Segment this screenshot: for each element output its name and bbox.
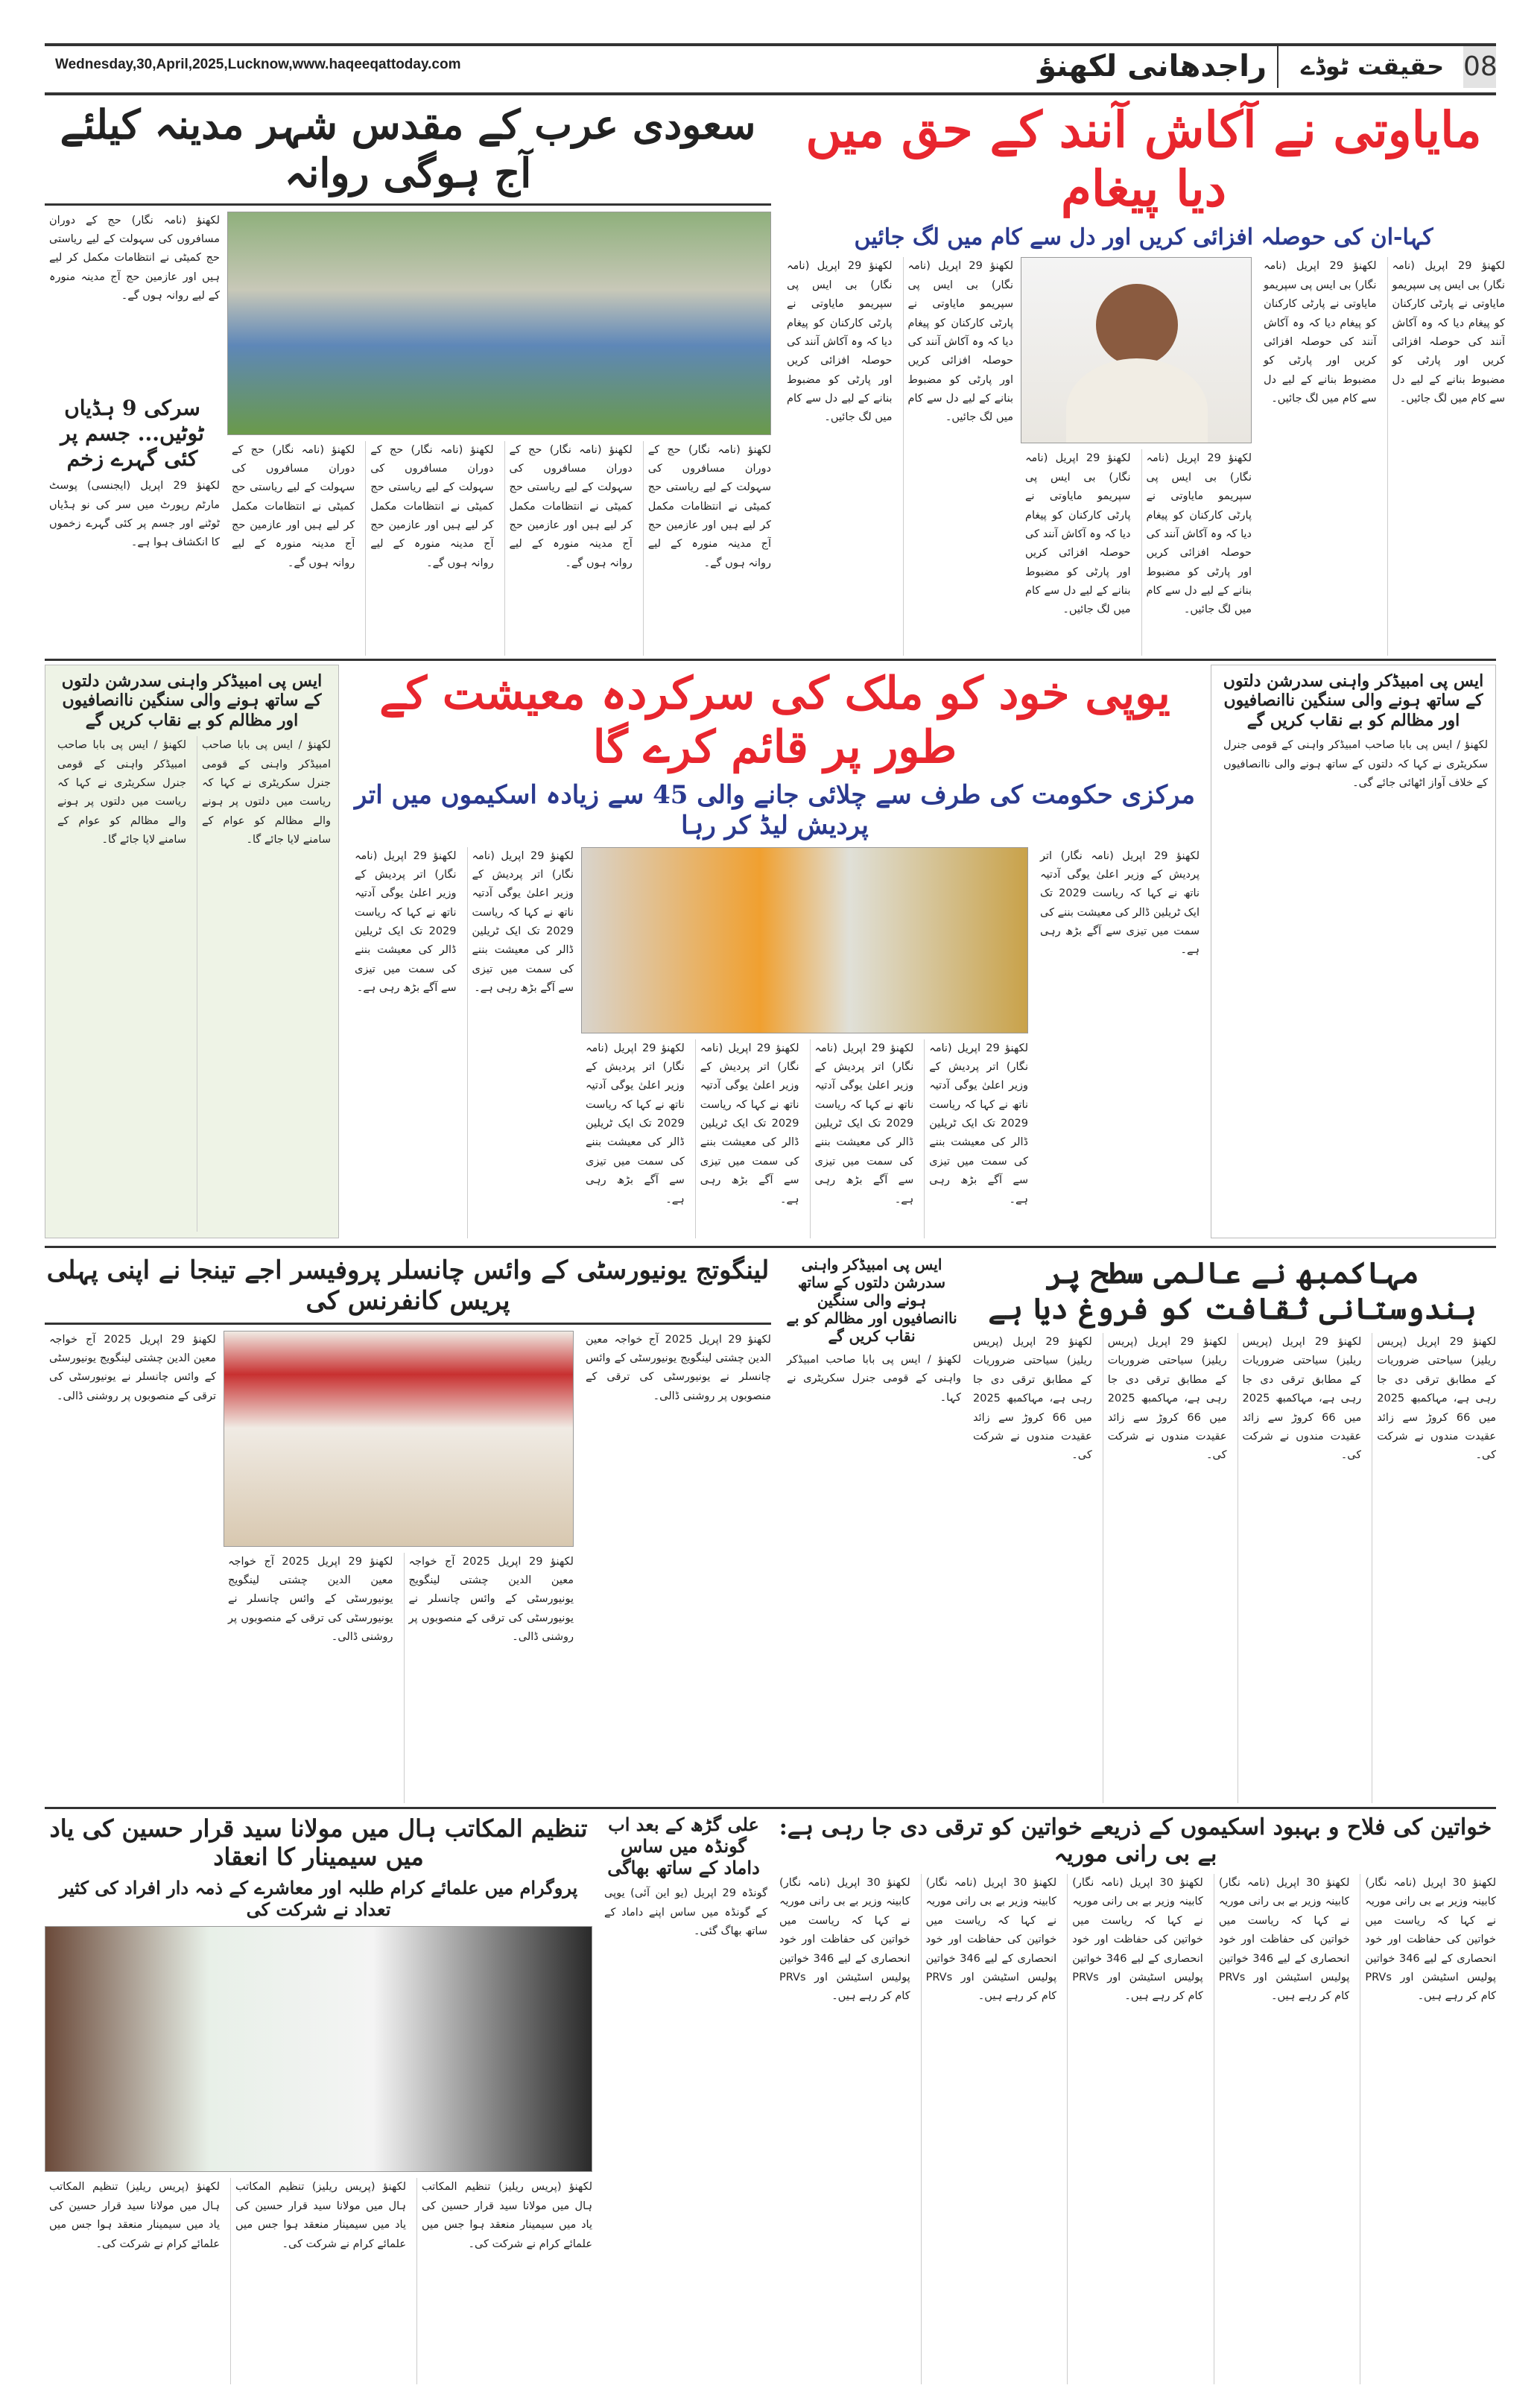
up-economy-body: لکھنؤ 29 اپریل (نامہ نگار) اتر پردیش کے وزیر اعلیٰ یوگی آدتیہ ناتھ نے کہا کہ ریاست 2029 تک ایک ٹریلین ڈالر کی معیشت بننے کی سمت میں تیزی سے آگے بڑھ رہی ہے۔ لکھنؤ 29 اپریل (نامہ نگار) اتر پردیش کے وزیر اعلیٰ یوگی آدتیہ ناتھ نے کہا کہ ریاست 2029 تک ایک ٹریلین ڈالر کی معیشت بننے کی سمت میں تیزی سے آگے بڑھ رہی ہے۔ لکھنؤ 29 اپریل (نامہ نگار) اتر پردیش کے وزیر اعلیٰ یوگی آدتیہ ناتھ نے کہا کہ ریاست 2029 تک ایک ٹریلین ڈالر کی معیشت بننے کی سمت میں تیزی سے آگے بڑھ رہی ہے۔ لکھنؤ 29 اپریل (نامہ نگار) اتر پردیش کے وزیر اعلیٰ یوگی آدتیہ ناتھ نے کہا کہ ریاست 2029 تک ایک ٹریلین ڈالر کی معیشت بننے کی سمت میں تیزی سے آگے بڑھ رہی ہے۔ [581,1039,1028,1238]
divider [45,659,1496,661]
tanzeem-body: لکھنؤ (پریس ریلیز) تنظیم المکاتب ہال میں مولانا سید قرار حسین کی یاد میں سیمینار منعقد ہوا جس میں علمائے کرام نے شرکت کی۔ لکھنؤ (پریس ریلیز) تنظیم المکاتب ہال میں مولانا سید قرار حسین کی یاد میں سیمینار منعقد ہوا جس میں علمائے کرام نے شرکت کی۔ لکھنؤ (پریس ریلیز) تنظیم المکاتب ہال میں مولانا سید قرار حسین کی یاد میں سیمینار منعقد ہوا جس میں علمائے کرام نے شرکت کی۔ [45,2178,592,2384]
sp-middle-article [782,1255,961,1803]
up-economy-body-left: لکھنؤ 29 اپریل (نامہ نگار) اتر پردیش کے وزیر اعلیٰ یوگی آدتیہ ناتھ نے کہا کہ ریاست 2029 تک ایک ٹریلین ڈالر کی معیشت بننے کی سمت میں تیزی سے آگے بڑھ رہی ہے۔ لکھنؤ 29 اپریل (نامہ نگار) اتر پردیش کے وزیر اعلیٰ یوگی آدتیہ ناتھ نے کہا کہ ریاست 2029 تک ایک ٹریلین ڈالر کی معیشت بننے کی سمت میں تیزی سے آگے بڑھ رہی ہے۔ [350,847,574,1238]
mahakumbh-headline: مہاکمبھ نے عالمی سطح پر ہندوستانی ثقافت کو فروغ دیا ہے [988,1255,1477,1326]
women-article [775,1814,1496,2384]
lingotech-body-bottom: لکھنؤ 29 اپریل 2025 آج خواجہ معین الدین چشتی لینگویج یونیورسٹی کے وائس چانسلر نے یونیورسٹی کی ترقی کے منصوبوں پر روشنی ڈالی۔ لکھنؤ 29 اپریل 2025 آج خواجہ معین الدین چشتی لینگویج یونیورسٹی کے وائس چانسلر نے یونیورسٹی کی ترقی کے منصوبوں پر روشنی ڈالی۔ [224,1553,574,1803]
tanzeem-headline: تنظیم المکاتب ہال میں مولانا سید قرار حسین کی یاد میں سیمینار کا انعقاد [49,1814,588,1872]
mayawati-body-left: لکھنؤ 29 اپریل (نامہ نگار) بی ایس پی سپریمو مایاوتی نے پارٹی کارکنان کو پیغام دیا کہ وہ آکاش آنند کی حوصلہ افزائی کریں اور پارٹی کو مضبوط بنانے کے لیے دل سے کام میں لگ جائیں۔ لکھنؤ 29 اپریل (نامہ نگار) بی ایس پی سپریمو مایاوتی نے پارٹی کارکنان کو پیغام دیا کہ وہ آکاش آنند کی حوصلہ افزائی کریں اور پارٹی کو مضبوط بنانے کے لیے دل سے کام میں لگ جائیں۔ [782,257,1013,656]
sp-left-headline: ایس پی امبیڈکر واہنی سدرشن دلتوں کے ساتھ ہونے والی سنگین ناانصافیوں اور مظالم کو بے نقاب کریں گے [61,671,323,730]
divider [1277,46,1278,88]
mayawati-body-right: لکھنؤ 29 اپریل (نامہ نگار) بی ایس پی سپریمو مایاوتی نے پارٹی کارکنان کو پیغام دیا کہ وہ آکاش آنند کی حوصلہ افزائی کریں اور پارٹی کو مضبوط بنانے کے لیے دل سے کام میں لگ جائیں۔ لکھنؤ 29 اپریل (نامہ نگار) بی ایس پی سپریمو مایاوتی نے پارٹی کارکنان کو پیغام دیا کہ وہ آکاش آنند کی حوصلہ افزائی کریں اور پارٹی کو مضبوط بنانے کے لیے دل سے کام میں لگ جائیں۔ [1259,257,1505,656]
saudi-body: لکھنؤ (نامہ نگار) حج کے دوران مسافروں کی سہولت کے لیے ریاستی حج کمیٹی نے انتظامات مکمل کر لیے ہیں اور عازمین حج آج مدینہ منورہ کے لیے روانہ ہوں گے۔ لکھنؤ (نامہ نگار) حج کے دوران مسافروں کی سہولت کے لیے ریاستی حج کمیٹی نے انتظامات مکمل کر لیے ہیں اور عازمین حج آج مدینہ منورہ کے لیے روانہ ہوں گے۔ لکھنؤ (نامہ نگار) حج کے دوران مسافروں کی سہولت کے لیے ریاستی حج کمیٹی نے انتظامات مکمل کر لیے ہیں اور عازمین حج آج مدینہ منورہ کے لیے روانہ ہوں گے۔ لکھنؤ (نامہ نگار) حج کے دوران مسافروں کی سہولت کے لیے ریاستی حج کمیٹی نے انتظامات مکمل کر لیے ہیں اور عازمین حج آج مدینہ منورہ کے لیے روانہ ہوں گے۔ [227,441,771,656]
press-conference-photo [224,1331,574,1547]
page-number: 08 [1463,46,1496,88]
up-economy-article [350,667,1200,1238]
masthead-rule [45,92,1496,95]
up-economy-subhead: مرکزی حکومت کی طرف سے چلائی جانے والی 45 سے زیادہ اسکیموں میں اتر پردیش لیڈ کر رہا [354,780,1196,840]
divider [45,1807,1496,1809]
mayawati-article [782,101,1505,656]
section-title: راجدھانی لکھنؤ [1038,49,1267,83]
sp-middle-headline: ایس پی امبیڈکر واہنی سدرشن دلتوں کے ساتھ ہونے والی سنگین ناانصافیوں اور مظالم کو بے نقاب کریں گے [786,1255,957,1345]
divider [45,203,771,206]
lingotech-body: لکھنؤ 29 اپریل 2025 آج خواجہ معین الدین چشتی لینگویج یونیورسٹی کے وائس چانسلر نے یونیورسٹی کی ترقی کے منصوبوں پر روشنی ڈالی۔ [49,1333,216,1402]
dateline: Wednesday,30,April,2025,Lucknow,www.haqeeqattoday.com [55,57,461,72]
students-photo [227,212,771,435]
divider [45,1246,1496,1248]
mahakumbh-article [969,1255,1496,1803]
event-photo [581,847,1028,1033]
sp-right-headline: ایس پی امبیڈکر واہنی سدرشن دلتوں کے ساتھ ہونے والی سنگین ناانصافیوں اور مظالم کو بے نقاب کریں گے [1223,671,1484,730]
injury-body: لکھنؤ 29 اپریل (ایجنسی) پوسٹ مارٹم رپورٹ میں سر کی نو ہڈیاں ٹوٹنے اور جسم پر کئی گہرے زخموں کا انکشاف ہوا ہے۔ [49,480,220,549]
paper-logo: حقیقت ٹوڈے [1300,52,1445,80]
up-economy-headline: یوپی خود کو ملک کی سرکردہ معیشت کے طور پر قائم کرے گا [379,668,1170,773]
lingotech-body-right: لکھنؤ 29 اپریل 2025 آج خواجہ معین الدین چشتی لینگویج یونیورسٹی کے وائس چانسلر نے یونیورسٹی کی ترقی کے منصوبوں پر روشنی ڈالی۔ [586,1333,771,1402]
tanzeem-subhead: پروگرام میں علمائے کرام طلبہ اور معاشرے کے ذمہ دار افراد کی کثیر تعداد نے شرکت کی [59,1876,578,1920]
injury-headline: سرکی 9 ہڈیاں ٹوٹیں... جسم پر کئی گہرے زخم [60,396,204,471]
mayawati-subhead: کہا-ان کی حوصلہ افزائی کریں اور دل سے کام میں لگ جائیں [854,224,1433,251]
saudi-headline: سعودی عرب کے مقدس شہر مدینہ کیلئے آج ہوگی روانہ [60,101,756,197]
seminar-photo [45,1926,592,2172]
aligarh-article [600,1814,767,2384]
lingotech-article [45,1255,771,1803]
mayawati-headline: مایاوتی نے آکاش آنند کے حق میں دیا پیغام [805,101,1482,218]
mayawati-body-bottom: لکھنؤ 29 اپریل (نامہ نگار) بی ایس پی سپریمو مایاوتی نے پارٹی کارکنان کو پیغام دیا کہ وہ آکاش آنند کی حوصلہ افزائی کریں اور پارٹی کو مضبوط بنانے کے لیے دل سے کام میں لگ جائیں۔ لکھنؤ 29 اپریل (نامہ نگار) بی ایس پی سپریمو مایاوتی نے پارٹی کارکنان کو پیغام دیا کہ وہ آکاش آنند کی حوصلہ افزائی کریں اور پارٹی کو مضبوط بنانے کے لیے دل سے کام میں لگ جائیں۔ [1021,449,1252,656]
saudi-article [45,101,771,656]
mahakumbh-body: لکھنؤ 29 اپریل (پریس ریلیز) سیاحتی ضروریات کے مطابق ترقی دی جا رہی ہے، مہاکمبھ 2025 میں 66 کروڑ سے زائد عقیدت مندوں نے شرکت کی۔ لکھنؤ 29 اپریل (پریس ریلیز) سیاحتی ضروریات کے مطابق ترقی دی جا رہی ہے، مہاکمبھ 2025 میں 66 کروڑ سے زائد عقیدت مندوں نے شرکت کی۔ لکھنؤ 29 اپریل (پریس ریلیز) سیاحتی ضروریات کے مطابق ترقی دی جا رہی ہے، مہاکمبھ 2025 میں 66 کروڑ سے زائد عقیدت مندوں نے شرکت کی۔ لکھنؤ 29 اپریل (پریس ریلیز) سیاحتی ضروریات کے مطابق ترقی دی جا رہی ہے، مہاکمبھ 2025 میں 66 کروڑ سے زائد عقیدت مندوں نے شرکت کی۔ [969,1333,1496,1803]
aligarh-headline: علی گڑھ کے بعد اب گونڈہ میں ساس داماد کے ساتھ بھاگی [607,1814,760,1878]
up-economy-body-right: لکھنؤ 29 اپریل (نامہ نگار) اتر پردیش کے وزیر اعلیٰ یوگی آدتیہ ناتھ نے کہا کہ ریاست 2029 تک ایک ٹریلین ڈالر کی معیشت بننے کی سمت میں تیزی سے آگے بڑھ رہی ہے۔ [1040,849,1200,957]
sp-right-box: ایس پی امبیڈکر واہنی سدرشن دلتوں کے ساتھ ہونے والی سنگین ناانصافیوں اور مظالم کو بے نقاب کریں گے لکھنؤ / ایس پی بابا صاحب امبیڈکر واہنی کے قومی جنرل سکریٹری نے کہا کہ دلتوں کے ساتھ ہونے والی ناانصافیوں کے خلاف آواز اٹھائی جائے گی۔ [1211,665,1496,1238]
lingotech-headline: لینگوتج یونیورسٹی کے وائس چانسلر پروفیسر اجے تینجا نے اپنی پہلی پریس کانفرنس کی [46,1255,770,1316]
sp-middle-body: لکھنؤ / ایس پی بابا صاحب امبیڈکر واہنی کے قومی جنرل سکریٹری نے کہا۔ [787,1354,961,1404]
women-body: لکھنؤ 30 اپریل (نامہ نگار) کابینہ وزیر بے بی رانی موریہ نے کہا کہ ریاست میں خواتین کی حفاظت اور خود انحصاری کے لیے 346 خواتین پولیس اسٹیشن اور PRVs کام کر رہے ہیں۔ لکھنؤ 30 اپریل (نامہ نگار) کابینہ وزیر بے بی رانی موریہ نے کہا کہ ریاست میں خواتین کی حفاظت اور خود انحصاری کے لیے 346 خواتین پولیس اسٹیشن اور PRVs کام کر رہے ہیں۔ لکھنؤ 30 اپریل (نامہ نگار) کابینہ وزیر بے بی رانی موریہ نے کہا کہ ریاست میں خواتین کی حفاظت اور خود انحصاری کے لیے 346 خواتین پولیس اسٹیشن اور PRVs کام کر رہے ہیں۔ لکھنؤ 30 اپریل (نامہ نگار) کابینہ وزیر بے بی رانی موریہ نے کہا کہ ریاست میں خواتین کی حفاظت اور خود انحصاری کے لیے 346 خواتین پولیس اسٹیشن اور PRVs کام کر رہے ہیں۔ لکھنؤ 30 اپریل (نامہ نگار) کابینہ وزیر بے بی رانی موریہ نے کہا کہ ریاست میں خواتین کی حفاظت اور خود انحصاری کے لیے 346 خواتین پولیس اسٹیشن اور PRVs کام کر رہے ہیں۔ [775,1874,1496,2384]
tanzeem-article [45,1814,592,2384]
mayawati-photo [1021,257,1252,443]
saudi-body-side: لکھنؤ (نامہ نگار) حج کے دوران مسافروں کی سہولت کے لیے ریاستی حج کمیٹی نے انتظامات مکمل کر لیے ہیں اور عازمین حج آج مدینہ منورہ کے لیے روانہ ہوں گے۔ [49,214,220,303]
aligarh-body: گونڈہ 29 اپریل (یو این آئی) یوپی کے گونڈہ میں ساس اپنے داماد کے ساتھ بھاگ گئی۔ [604,1887,767,1938]
women-headline: خواتین کی فلاح و بہبود اسکیموں کے ذریعے خواتین کو ترقی دی جا رہی ہے: بے بی رانی موریہ [779,1814,1492,1867]
sp-left-box: ایس پی امبیڈکر واہنی سدرشن دلتوں کے ساتھ ہونے والی سنگین ناانصافیوں اور مظالم کو بے نقاب کریں گے لکھنؤ / ایس پی بابا صاحب امبیڈکر واہنی کے قومی جنرل سکریٹری نے کہا کہ ریاست میں دلتوں پر ہونے والے مظالم کو عوام کے سامنے لایا جائے گا۔ لکھنؤ / ایس پی بابا صاحب امبیڈکر واہنی کے قومی جنرل سکریٹری نے کہا کہ ریاست میں دلتوں پر ہونے والے مظالم کو عوام کے سامنے لایا جائے گا۔ [45,665,339,1238]
divider [45,1323,771,1325]
